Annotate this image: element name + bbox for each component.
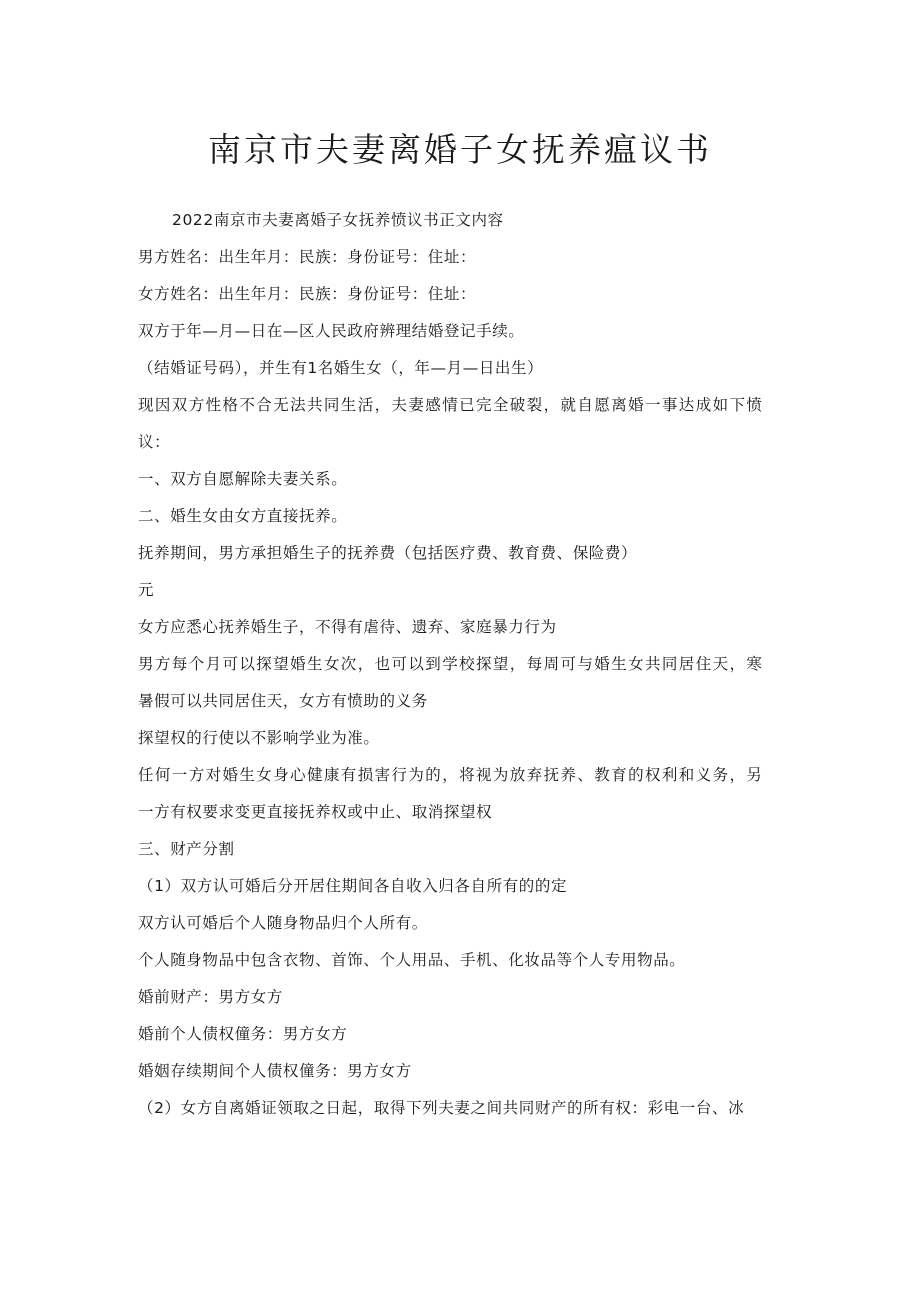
document-body — [138, 202, 778, 1127]
marriage-certificate-line: （结婚证号码），并生有1名婚生女（，年—月—日出生） — [138, 359, 544, 377]
harm-clause-line: 任何一方对婚生女身心健康有损害行为的，将视为放弃抚养、教育的权利和义务，另 — [138, 766, 764, 784]
reason-line-continued: 议： — [138, 433, 171, 451]
personal-belongings-line: 双方认可婚后个人随身物品归个人所有。 — [138, 914, 428, 932]
harm-clause-line-continued: 一方有权要求变更直接抚养权或中止、取消探望权 — [138, 803, 493, 821]
premarital-property-line: 婚前财产：男方女方 — [138, 988, 283, 1006]
support-fee-amount-line: 元 — [138, 581, 155, 599]
visitation-line: 男方每个月可以探望婚生女次，也可以到学校探望，每周可与婚生女共同居住天，寒 — [138, 655, 764, 673]
clause-one: 一、双方自愿解除夫妻关系。 — [138, 470, 348, 488]
clause-two: 二、婚生女由女方直接抚养。 — [138, 507, 348, 525]
personal-belongings-detail-line: 个人随身物品中包含衣物、首饰、个人用品、手机、化妆品等个人专用物品。 — [138, 951, 686, 969]
visitation-exercise-line: 探望权的行使以不影响学业为准。 — [138, 729, 380, 747]
female-info-line: 女方姓名：出生年月：民族：身份证号：住址： — [138, 285, 477, 303]
property-item-two: （2）女方自离婚证领取之日起，取得下列夫妻之间共同财产的所有权：彩电一台、冰 — [138, 1099, 745, 1117]
marriage-registration-line: 双方于年—月—日在—区人民政府辨理结婚登记手续。 — [138, 322, 525, 340]
document-title: 南京市夫妻离婚子女抚养瘟议书 — [208, 130, 712, 169]
visitation-line-continued: 暑假可以共同居住天，女方有愤助的义务 — [138, 692, 428, 710]
subtitle-line: 2022南京市夫妻离婚子女抚养愤议书正文内容 — [172, 211, 504, 229]
marital-debt-line: 婚姻存续期间个人债权僮务：男方女方 — [138, 1062, 412, 1080]
premarital-debt-line: 婚前个人债权僮务：男方女方 — [138, 1025, 348, 1043]
support-fee-line: 抚养期间，男方承担婚生子的抚养费（包括医疗费、教育费、保险费） — [138, 544, 638, 562]
male-info-line: 男方姓名：出生年月：民族：身份证号：住址： — [138, 248, 477, 266]
clause-three: 三、财产分割 — [138, 840, 235, 858]
care-obligation-line: 女方应悉心抚养婚生子，不得有虐待、遗弃、家庭暴力行为 — [138, 618, 557, 636]
reason-line: 现因双方性格不合无法共同生活，夫妻感情已完全破裂，就自愿离婚一事达成如下愤 — [138, 396, 764, 414]
property-item-one: （1）双方认可婚后分开居住期间各自收入归各自所有的的定 — [138, 877, 568, 895]
